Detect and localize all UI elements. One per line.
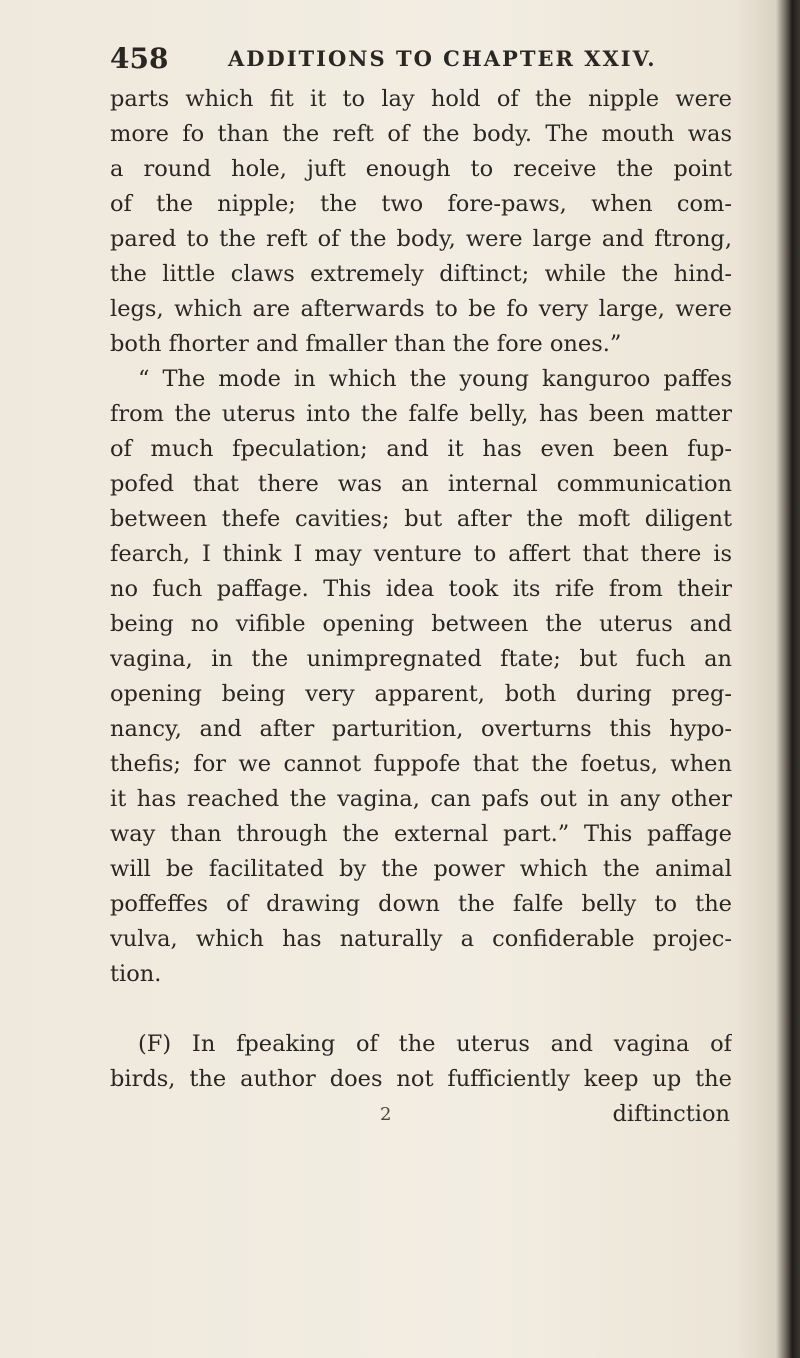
text-line: from the uterus into the falfe belly, has been matter [110,401,732,427]
running-head: ADDITIONS TO CHAPTER XXIV. [228,46,657,71]
text-line: way than through the external part.” This paffage [110,821,732,847]
text-line: fearch, I think I may venture to affert that there is [110,541,732,567]
text-line: vulva, which has naturally a confiderable projec- [110,926,732,952]
text-line: it has reached the vagina, can pafs out in any other [110,786,732,812]
book-spine-edge [786,0,800,1358]
text-line: (F) In fpeaking of the uterus and vagina of [138,1031,732,1057]
signature-line [110,1097,732,1132]
text-line: the little claws extremely diftinct; while the hind- [110,261,732,287]
page-header [110,38,730,78]
text-line: thefis; for we cannot fuppofe that the foetus, when [110,751,732,777]
text-line: parts which fit it to lay hold of the nipple were [110,86,732,112]
text-line: tion. [110,961,162,987]
text-line: birds, the author does not fufficiently keep up the [110,1066,732,1092]
text-line: of the nipple; the two fore-paws, when com- [110,191,732,217]
text-line: pared to the reft of the body, were large and ftrong, [110,226,732,252]
text-line: a round hole, juft enough to receive the point [110,156,732,182]
text-line: vagina, in the unimpregnated ftate; but fuch an [110,646,732,672]
text-line: “ The mode in which the young kanguroo paffes [138,366,732,392]
text-line: will be facilitated by the power which the animal [110,856,732,882]
text-line: poffeffes of drawing down the falfe belly to the [110,891,732,917]
text-line: nancy, and after parturition, overturns this hypo- [110,716,732,742]
catchword: diftinction [612,1101,730,1127]
text-line: pofed that there was an internal communication [110,471,732,497]
text-line: no fuch paffage. This idea took its rife from their [110,576,732,602]
text-line: opening being very apparent, both during preg- [110,681,732,707]
text-line: between thefe cavities; but after the moft diligent [110,506,732,532]
text-line: being no vifible opening between the uterus and [110,611,732,637]
text-line: of much fpeculation; and it has even been fup- [110,436,732,462]
page-number: 458 [110,42,169,75]
text-line: both fhorter and fmaller than the fore ones.” [110,331,622,357]
text-line: legs, which are afterwards to be fo very large, were [110,296,732,322]
signature-mark: 2 [380,1104,392,1125]
text-line: more fo than the reft of the body. The mouth was [110,121,732,147]
paragraph-gap [110,992,732,1027]
body-text [110,82,732,1132]
